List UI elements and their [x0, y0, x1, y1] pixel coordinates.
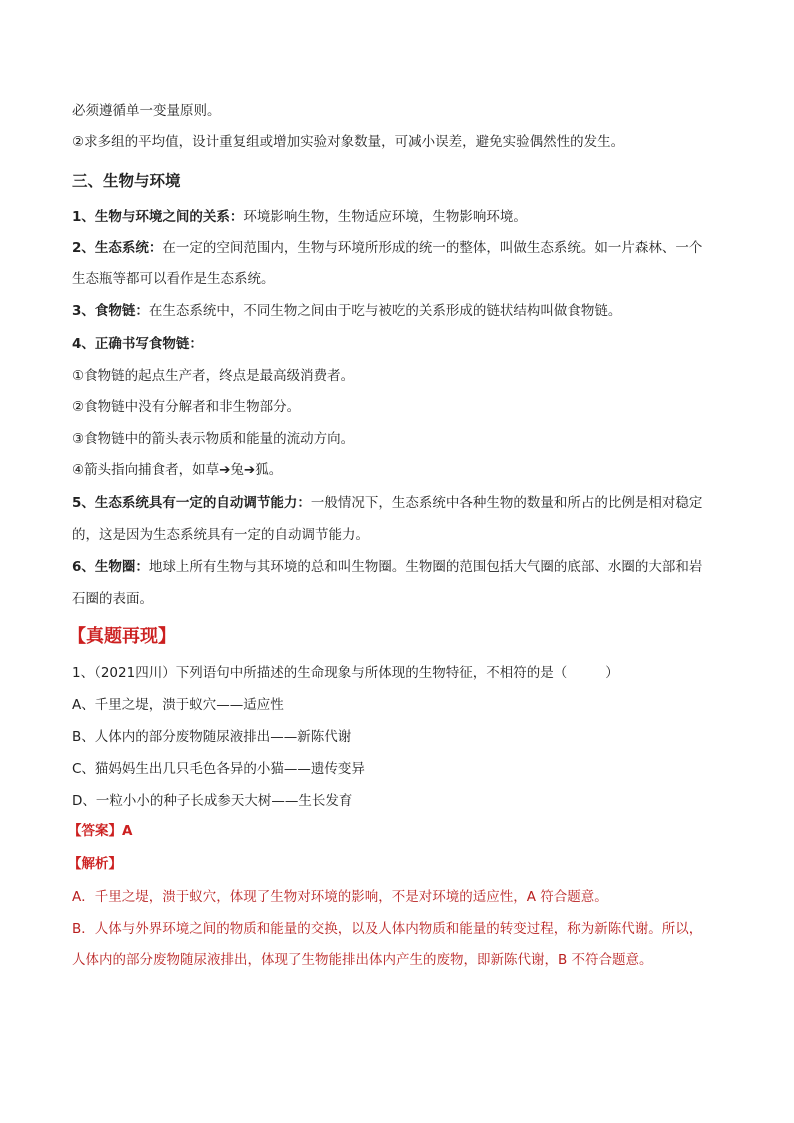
- point-2-label: 2、生态系统：: [72, 240, 163, 256]
- point-6: [72, 558, 724, 576]
- point-2-continued: 生态瓶等都可以看作是生态系统。: [72, 271, 275, 287]
- question-stem-text: 1、（2021四川）下列语句中所描述的生命现象与所体现的生物特征，不相符的是（: [72, 665, 568, 681]
- food-chain-rule: ①食物链的起点生产者，终点是最高级消费者。: [72, 368, 355, 384]
- option-b: B、人体内的部分废物随尿液排出——新陈代谢: [72, 729, 352, 745]
- analysis-line: A．千里之堤，溃于蚁穴，体现了生物对环境的影响，不是对环境的适应性，A 符合题意。: [72, 889, 608, 905]
- point-6-continued: 石圈的表面。: [72, 591, 153, 607]
- point-1-label: 1、生物与环境之间的关系：: [72, 209, 244, 225]
- analysis-label: 【解析】: [68, 856, 122, 872]
- food-chain-rule: ②食物链中没有分解者和非生物部分。: [72, 399, 301, 415]
- point-6-text: 地球上所有生物与其环境的总和叫生物圈。生物圈的范围包括大气圈的底部、水圈的大部和岩: [148, 559, 703, 575]
- option-a: A、千里之堤，溃于蚁穴——适应性: [72, 697, 284, 713]
- option-c: C、猫妈妈生出几只毛色各异的小猫——遗传变异: [72, 761, 365, 777]
- point-1: [72, 208, 724, 226]
- point-6-label: 6、生物圈：: [72, 559, 149, 575]
- food-chain-rule: ④箭头指向捕食者，如草➔兔➔狐。: [72, 462, 283, 478]
- point-4-label: 4、正确书写食物链：: [72, 336, 203, 352]
- point-2-text: 在一定的空间范围内，生物与环境所形成的统一的整体，叫做生态系统。如一片森林、一个: [162, 240, 703, 256]
- continuation-line-2: ②求多组的平均值，设计重复组或增加实验对象数量，可减小误差，避免实验偶然性的发生。: [72, 134, 625, 150]
- question-stem: [72, 664, 724, 682]
- analysis-line: B．人体与外界环境之间的物质和能量的交换，以及人体内物质和能量的转变过程，称为新陈代谢。所以，: [72, 921, 703, 937]
- point-5-continued: 的，这是因为生态系统具有一定的自动调节能力。: [72, 527, 369, 543]
- question-stem-close: ）: [605, 665, 619, 681]
- point-3-label: 3、食物链：: [72, 303, 149, 319]
- continuation-line-1: 必须遵循单一变量原则。: [72, 103, 221, 119]
- point-1-text: 环境影响生物，生物适应环境，生物影响环境。: [243, 209, 527, 225]
- option-d: D、一粒小小的种子长成参天大树——生长发育: [72, 793, 353, 809]
- point-5: [72, 494, 724, 512]
- point-3: [72, 302, 724, 320]
- point-5-label: 5、生态系统具有一定的自动调节能力：: [72, 495, 311, 511]
- point-2: [72, 239, 724, 257]
- section-heading: 三、生物与环境: [72, 172, 181, 190]
- answer-value: A: [122, 823, 133, 839]
- analysis-line: 人体内的部分废物随尿液排出，体现了生物能排出体内产生的废物，即新陈代谢，B 不符合题意。: [72, 952, 653, 968]
- food-chain-rule: ③食物链中的箭头表示物质和能量的流动方向。: [72, 431, 355, 447]
- answer-line: [68, 822, 720, 840]
- answer-label: 【答案】: [68, 823, 122, 839]
- real-questions-heading: 【真题再现】: [68, 626, 176, 647]
- point-3-text: 在生态系统中，不同生物之间由于吃与被吃的关系形成的链状结构叫做食物链。: [148, 303, 622, 319]
- point-5-text: 一般情况下，生态系统中各种生物的数量和所占的比例是相对稳定: [310, 495, 703, 511]
